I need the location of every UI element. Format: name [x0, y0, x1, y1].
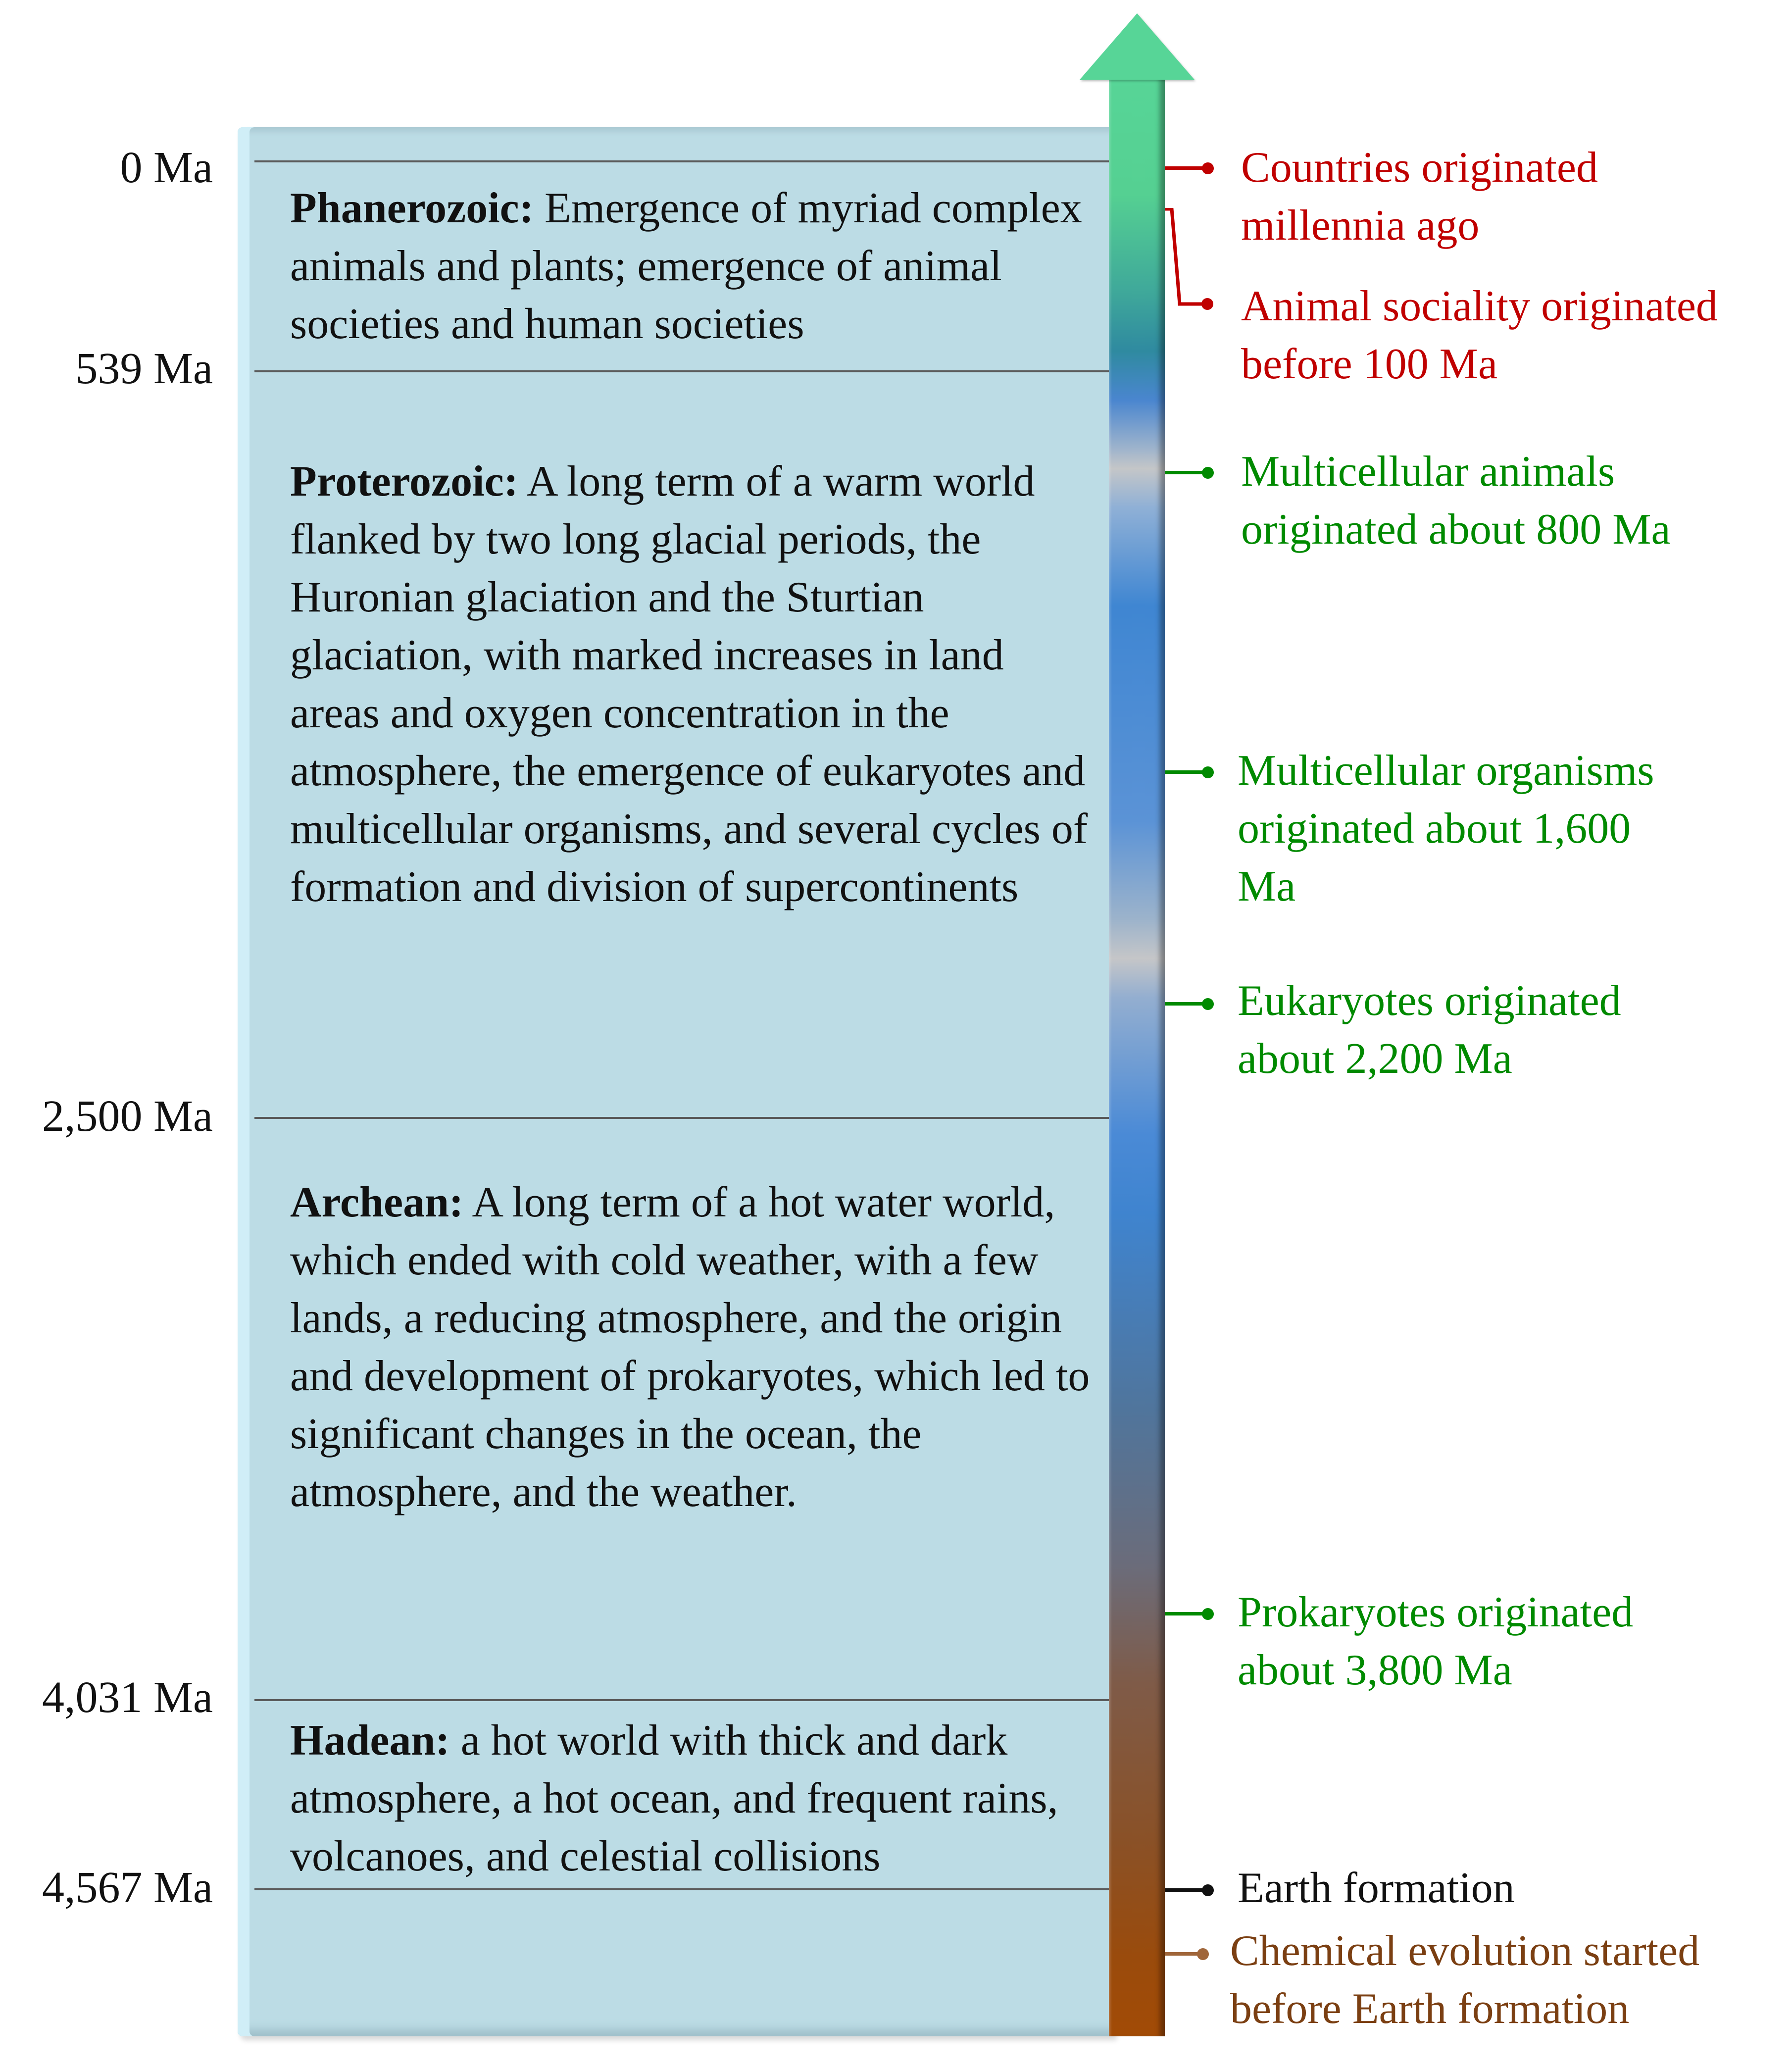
connector-prokaryotes — [1165, 1612, 1205, 1615]
annotation-prokaryotes — [1238, 1583, 1633, 1699]
dot-icon — [1202, 998, 1214, 1010]
annotation-line: Earth formation — [1238, 1864, 1515, 1912]
divider-0ma — [254, 160, 1109, 162]
era-description: Emergence of myriad complex animals and plants; emergence of animal societies and human societies — [290, 184, 1082, 348]
annotation-line: originated about 800 Ma — [1241, 505, 1671, 554]
annotation-line: before Earth formation — [1230, 1985, 1630, 2033]
annotation-line: Chemical evolution started — [1230, 1927, 1700, 1975]
annotation-line: before 100 Ma — [1241, 340, 1498, 388]
divider-4031ma — [254, 1699, 1109, 1701]
annotation-animal-sociality — [1241, 277, 1718, 393]
connector-countries — [1165, 166, 1205, 170]
annotation-line: Multicellular animals — [1241, 448, 1615, 496]
annotation-line: Prokaryotes originated — [1238, 1588, 1634, 1636]
time-label-0: 0 Ma — [120, 143, 213, 192]
connector-chemical-evolution — [1165, 1952, 1200, 1956]
dot-icon — [1197, 1948, 1209, 1960]
era-hadean — [290, 1712, 1102, 1885]
annotation-line: Eukaryotes originated — [1238, 977, 1621, 1025]
era-description: a hot world with thick and dark atmosphere, a hot ocean, and frequent rains, volcanoes, and celestial collisions — [290, 1716, 1058, 1880]
era-archean — [290, 1173, 1102, 1521]
era-phanerozoic — [290, 179, 1102, 353]
annotation-line: Ma — [1238, 862, 1296, 910]
annotation-multicellular-animals — [1241, 443, 1671, 558]
era-name: Phanerozoic: — [290, 184, 534, 232]
dot-icon — [1202, 1608, 1214, 1620]
annotation-earth-formation — [1238, 1859, 1515, 1917]
divider-2500ma — [254, 1117, 1109, 1119]
time-arrow-shaft — [1109, 77, 1165, 2036]
time-label-539: 539 Ma — [75, 344, 213, 393]
era-name: Hadean: — [290, 1716, 450, 1765]
dot-icon — [1202, 766, 1214, 778]
annotation-line: Multicellular organisms — [1238, 747, 1654, 795]
time-label-4567: 4,567 Ma — [42, 1863, 213, 1912]
dot-icon — [1202, 467, 1214, 479]
time-label-2500: 2,500 Ma — [42, 1092, 213, 1141]
era-description: A long term of a hot water world, which ended with cold weather, with a few lands, a reducing atmosphere, and the origin and development of prokaryotes, which led to significant changes in the ocean, the atmosphere, and the weather. — [290, 1178, 1090, 1516]
annotation-line: about 2,200 Ma — [1238, 1035, 1512, 1083]
divider-4567ma — [254, 1888, 1109, 1890]
connector-eukaryotes — [1165, 1002, 1205, 1006]
divider-539ma — [254, 370, 1109, 372]
annotation-line: about 3,800 Ma — [1238, 1646, 1512, 1694]
connector-earth-formation — [1165, 1888, 1205, 1892]
up-arrow-icon — [1080, 13, 1195, 80]
connector-multicellular-animals — [1165, 471, 1205, 474]
annotation-multicellular-organisms — [1238, 742, 1654, 915]
era-description: A long term of a warm world flanked by two long glacial periods, the Huronian glaciation and the Sturtian glaciation, with marked increases in land areas and oxygen concentration in the atmosphere, the emergence of eukaryotes and multicellular organisms, and several cycles of formation and division of supercontinents — [290, 457, 1088, 911]
era-proterozoic — [290, 453, 1102, 916]
annotation-line: originated about 1,600 — [1238, 805, 1631, 853]
annotation-line: millennia ago — [1241, 202, 1480, 250]
era-name: Archean: — [290, 1178, 464, 1226]
annotation-chemical-evolution — [1230, 1922, 1699, 2038]
connector-multicellular-organisms — [1165, 770, 1205, 774]
dot-icon — [1202, 1884, 1214, 1896]
annotation-countries — [1241, 139, 1598, 254]
annotation-line: Animal sociality originated — [1241, 282, 1718, 330]
time-label-4031: 4,031 Ma — [42, 1673, 213, 1722]
era-name: Proterozoic: — [290, 457, 518, 505]
annotation-line: Countries originated — [1241, 144, 1598, 192]
dot-icon — [1202, 162, 1214, 174]
connector-animal-sociality — [1165, 208, 1224, 312]
annotation-eukaryotes — [1238, 972, 1621, 1088]
